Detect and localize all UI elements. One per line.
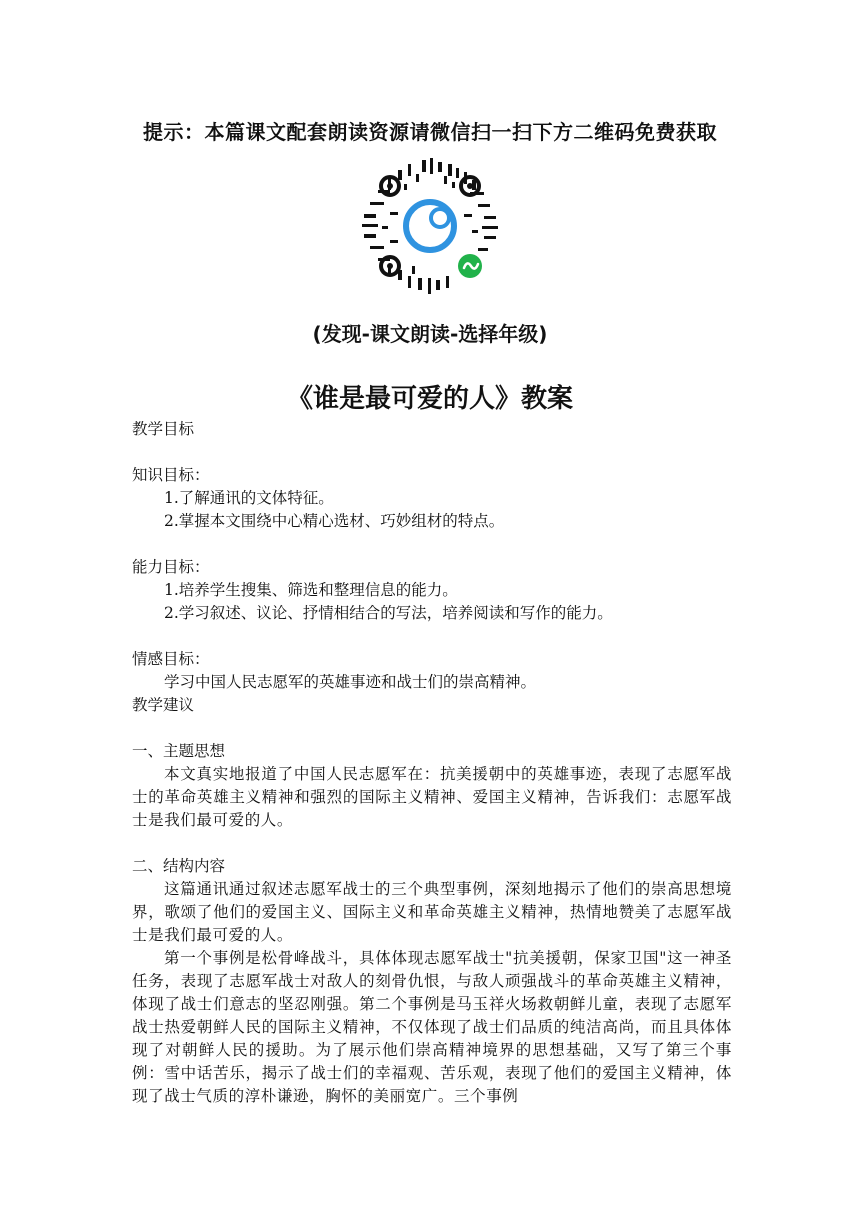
ability-item: 1.培养学生搜集、筛选和整理信息的能力。 — [164, 581, 458, 599]
emotion-goal-text: 学习中国人民志愿军的英雄事迹和战士们的崇高精神。 — [164, 673, 537, 691]
qr-code-icon[interactable] — [360, 156, 500, 296]
section-teaching-advice: 教学建议 — [132, 696, 195, 714]
ability-goals-label: 能力目标： — [132, 558, 210, 576]
emotion-goals-label: 情感目标： — [132, 650, 210, 668]
ability-item: 2.学习叙述、议论、抒情相结合的写法，培养阅读和写作的能力。 — [164, 604, 613, 622]
structure-paragraph: 这篇通讯通过叙述志愿军战士的三个典型事例，深刻地揭示了他们的崇高思想境界，歌颂了他们的爱国主义、国际主义和革命英雄主义精神，热情地赞美了志愿军战士是我们最可爱的人。 — [132, 880, 732, 944]
structure-paragraph: 第一个事例是松骨峰战斗，具体体现志愿军战士"抗美援朝，保家卫国"这一神圣任务，表现了志愿军战士对敌人的刻骨仇恨，与敌人顽强战斗的革命英雄主义精神，体现了战士们意志的坚忍刚强。第二个事例是马玉祥火场救朝鲜儿童，表现了志愿军战士热爱朝鲜人民的国际主义精神，不仅体现了战士们品质的纯洁高尚，而且具体体现了对朝鲜人民的援助。为了展示他们崇高精神境界的思想基础，又写了第三个事例：雪中话苦乐，揭示了战士们的幸福观、苦乐观，表现了他们的爱国主义精神，体现了战士气质的淳朴谦逊，胸怀的美丽宽广。三个事例 — [132, 949, 732, 1105]
knowledge-item: 1.了解通讯的文体特征。 — [164, 489, 334, 507]
document-body — [132, 418, 732, 1108]
page-title: 《谁是最可爱的人》教案 — [286, 384, 573, 414]
section-teaching-goals: 教学目标 — [132, 420, 195, 438]
access-path-note: (发现-课文朗读-选择年级) — [312, 322, 548, 346]
theme-paragraph: 本文真实地报道了中国人民志愿军在：抗美援朝中的英雄事迹，表现了志愿军战士的革命英雄主义精神和强烈的国际主义精神、爱国主义精神，告诉我们：志愿军战士是我们最可爱的人。 — [132, 765, 732, 829]
theme-heading: 一、主题思想 — [132, 742, 226, 760]
knowledge-item: 2.掌握本文围绕中心精心选材、巧妙组材的特点。 — [164, 512, 505, 530]
resource-tip: 提示：本篇课文配套朗读资源请微信扫一扫下方二维码免费获取 — [143, 120, 717, 144]
structure-heading: 二、结构内容 — [132, 857, 226, 875]
knowledge-goals-label: 知识目标： — [132, 466, 210, 484]
